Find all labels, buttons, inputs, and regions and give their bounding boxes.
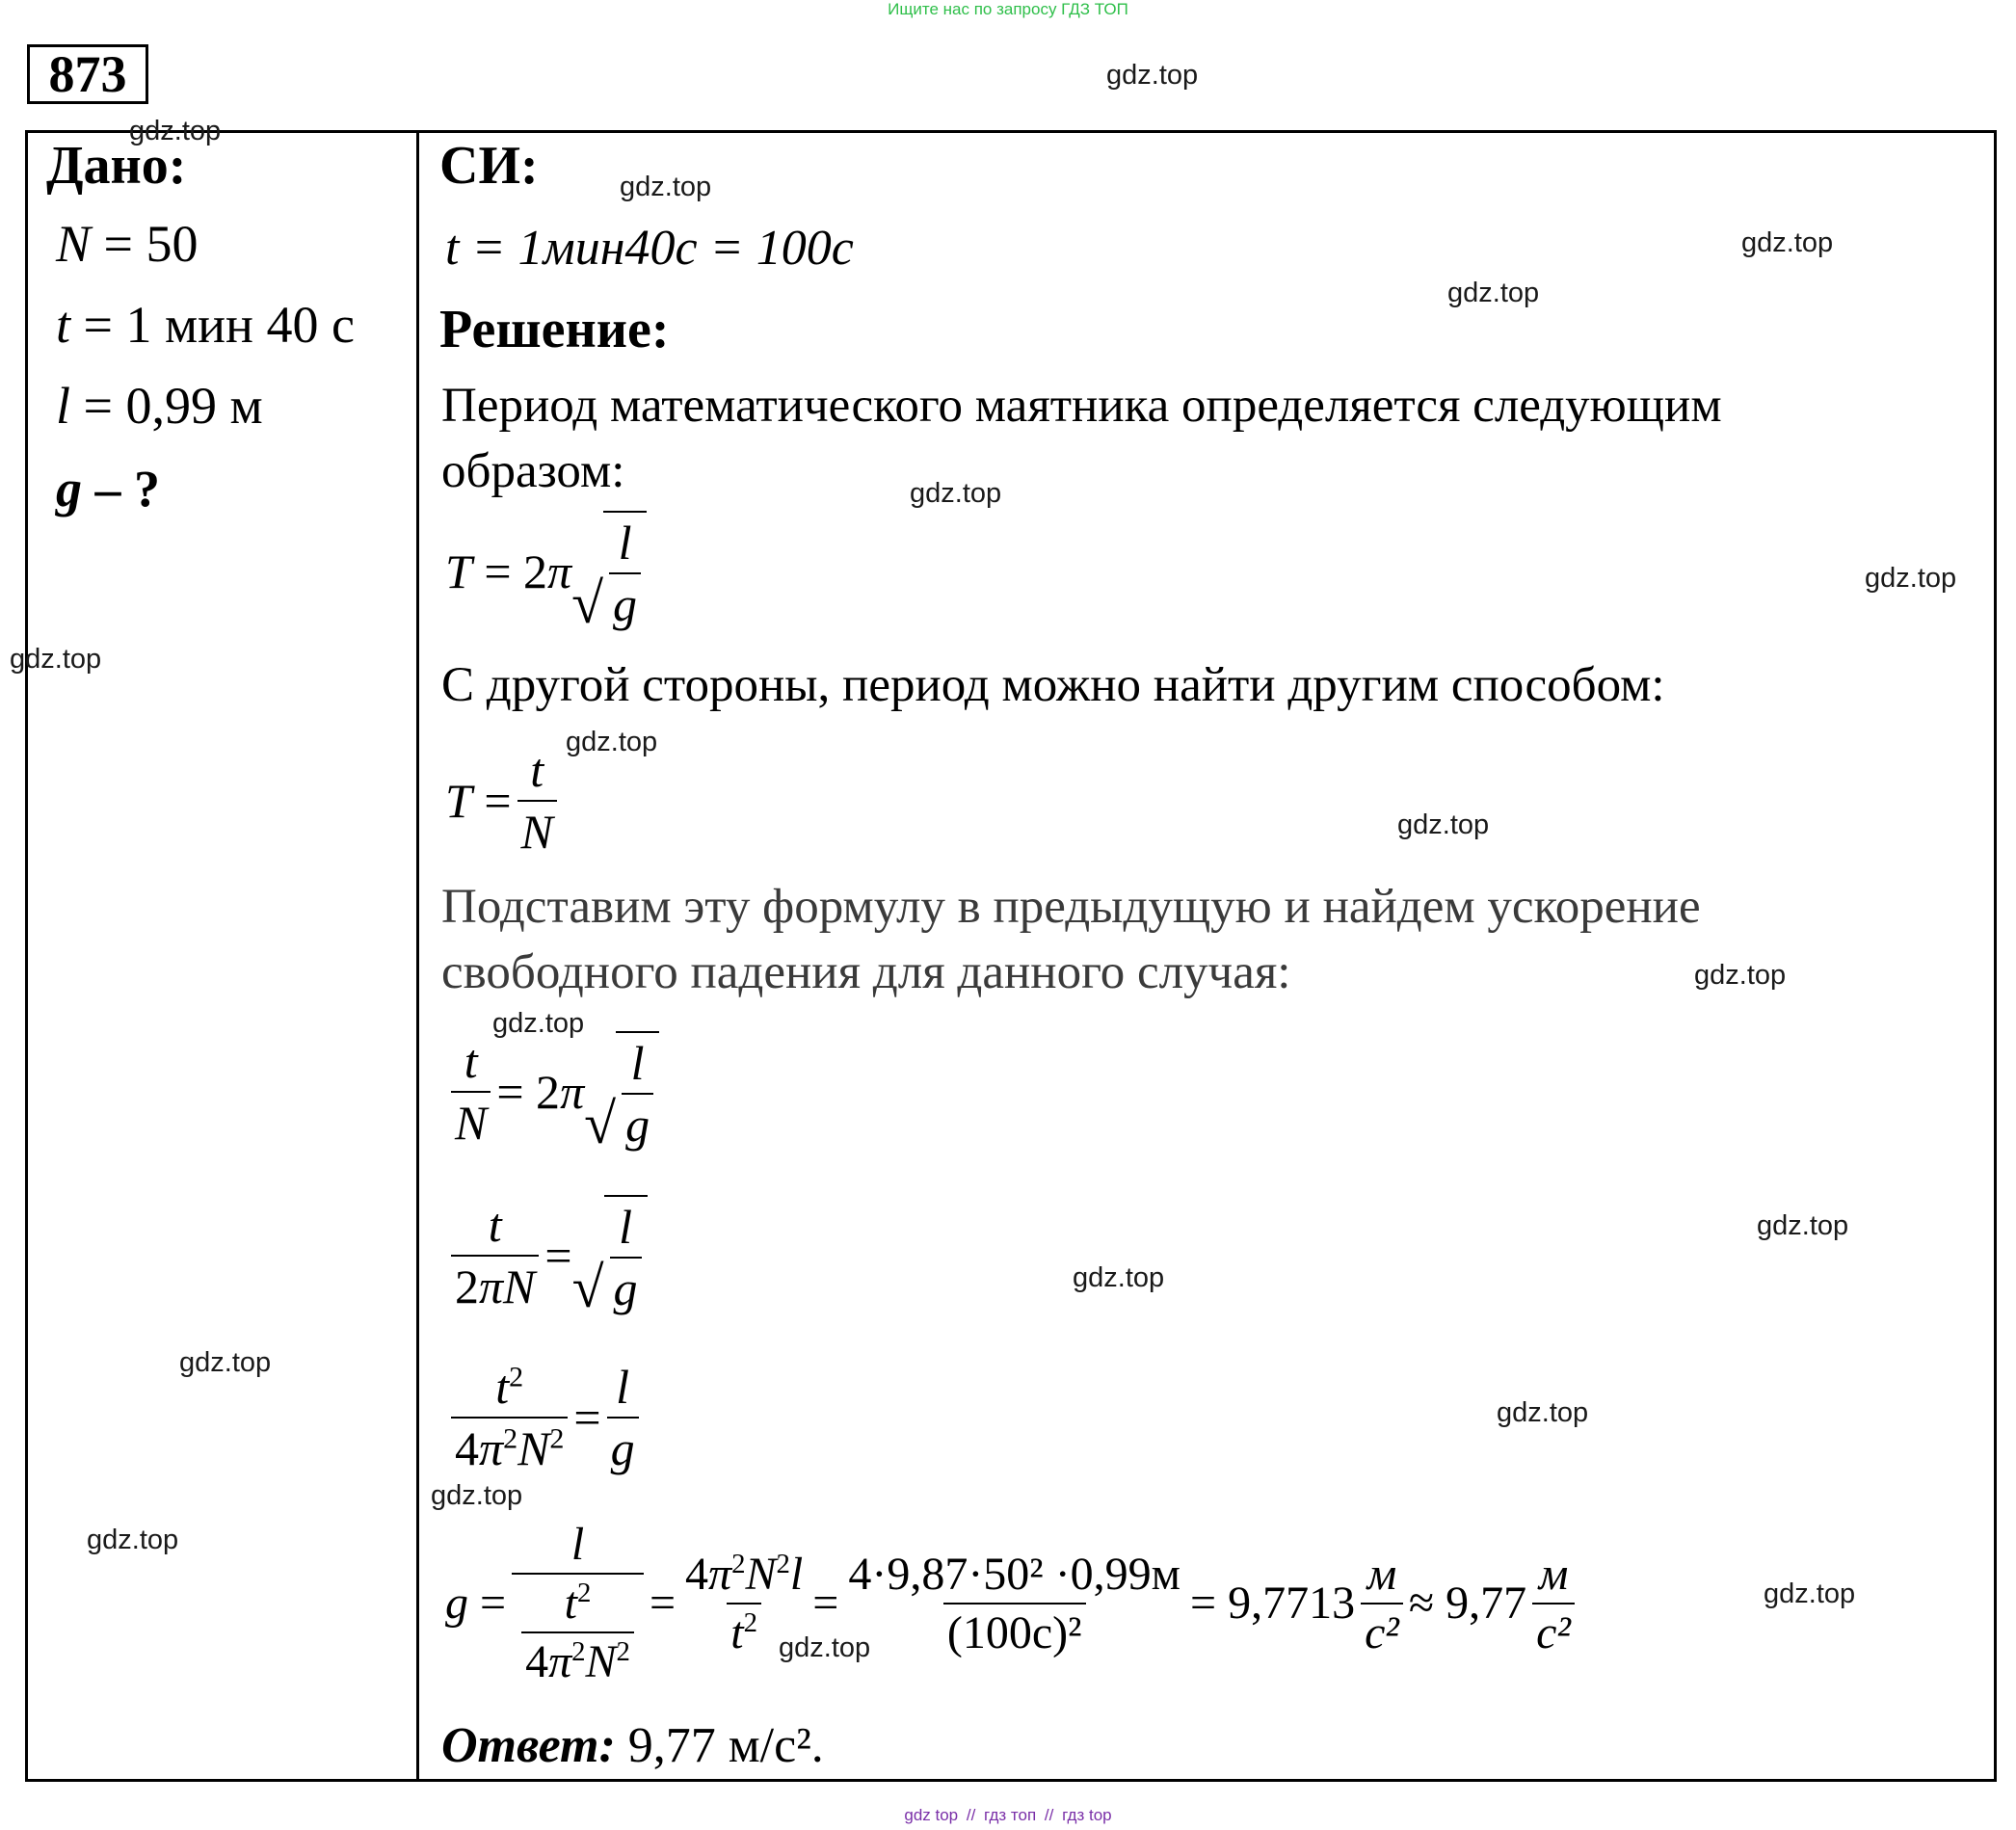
top-banner-text: Ищите нас по запросу ГДЗ ТОП — [888, 0, 1128, 18]
final-calc-numerator: 4·9,87·50² ·0,99м — [848, 1548, 1181, 1600]
paragraph-3-line-2: свободного падения для данного случая: — [441, 945, 1291, 999]
given-t — [56, 295, 355, 355]
bottom-banner — [0, 1806, 2016, 1825]
watermark: gdz.top — [1497, 1397, 1589, 1428]
unit-den-2: с² — [1536, 1606, 1571, 1658]
watermark: gdz.top — [620, 172, 712, 202]
final-calc-denominator: (100с)² — [943, 1603, 1086, 1659]
given-g — [56, 459, 160, 518]
given-t-value: = 1 мин 40 с — [83, 296, 355, 354]
watermark: gdz.top — [129, 116, 222, 146]
given-n-value: = 50 — [103, 215, 199, 273]
watermark: gdz.top — [566, 727, 658, 757]
paragraph-2: С другой стороны, период можно найти другим способом: — [441, 658, 1665, 712]
watermark: gdz.top — [1106, 60, 1199, 91]
bottom-banner-link-3[interactable]: гдз top — [1062, 1806, 1112, 1824]
answer-value: 9,77 м/с². — [627, 1718, 824, 1773]
result-approx: ≈ 9,77 — [1408, 1578, 1527, 1629]
column-divider — [416, 130, 419, 1782]
paragraph-3-line-1: Подставим эту формулу в предыдущую и найдем ускорение — [441, 880, 1701, 934]
watermark: gdz.top — [10, 644, 102, 675]
given-heading: Дано: — [46, 136, 187, 196]
given-l-var: l — [56, 377, 71, 435]
watermark: gdz.top — [1694, 960, 1787, 991]
watermark: gdz.top — [1865, 563, 1957, 594]
watermark: gdz.top — [1447, 278, 1540, 308]
si-conversion: t = 1мин40с = 100с — [445, 221, 854, 276]
watermark: gdz.top — [1757, 1210, 1849, 1241]
top-banner — [0, 0, 2016, 19]
watermark: gdz.top — [1764, 1578, 1856, 1609]
watermark: gdz.top — [1741, 227, 1834, 258]
bottom-banner-separator: // — [1044, 1806, 1054, 1824]
si-heading: СИ: — [439, 136, 539, 196]
given-l — [56, 376, 263, 436]
watermark: gdz.top — [87, 1525, 179, 1555]
formula-step-1: $\frac{t}{N}$ = 2 π √ $\frac{l}{g}$ — [445, 1031, 659, 1153]
given-g-value: – ? — [94, 460, 160, 517]
paragraph-1-line-1: Период математического маятника определяется следующим — [441, 379, 1722, 433]
given-n-var: N — [56, 215, 92, 273]
formula-period-pendulum: T = 2 π √ $\frac{l}{g}$ — [445, 511, 647, 632]
given-l-value: = 0,99 м — [83, 377, 263, 435]
given-n — [56, 214, 199, 274]
bottom-banner-link-2[interactable]: гдз топ — [984, 1806, 1037, 1824]
result-exact: = 9,7713 — [1190, 1578, 1356, 1629]
formula-period-count: T = $\frac{t}{N}$ — [445, 742, 563, 860]
formula-final: g = $\frac{l}{\frac{t^2}{4\pi^2N^2}}$ = $\frac{4\pi^2N^2l}{t^2}$ = $\frac{\text{4·9,87·50² ·0,99м}}{\text{(100с)²}}$ = 9,7713 $\frac{м}{\text{с²}}$ ≈ 9,77 $\frac{м}{\text{с²}}$ — [445, 1518, 1580, 1688]
bottom-banner-link-1[interactable]: gdz top — [904, 1806, 959, 1824]
watermark: gdz.top — [1073, 1262, 1165, 1293]
bottom-banner-separator: // — [966, 1806, 976, 1824]
watermark: gdz.top — [431, 1480, 523, 1511]
formula-step-2: $\frac{t}{2\pi N}$ = √ $\frac{l}{g}$ — [445, 1195, 648, 1316]
watermark: gdz.top — [1397, 809, 1490, 840]
unit-den-1: с² — [1365, 1606, 1399, 1658]
watermark: gdz.top — [779, 1632, 871, 1663]
given-t-var: t — [56, 296, 71, 354]
solution-heading: Решение: — [439, 300, 670, 359]
answer — [441, 1717, 824, 1774]
answer-label: Ответ: — [441, 1718, 616, 1773]
unit-num-2: м — [1538, 1548, 1569, 1600]
unit-num-1: м — [1366, 1548, 1397, 1600]
watermark: gdz.top — [492, 1008, 585, 1039]
formula-step-3: $\frac{t^2}{4\pi^2N^2}$ = $\frac{l}{g}$ — [445, 1359, 645, 1476]
watermark: gdz.top — [910, 478, 1002, 509]
given-g-var: g — [56, 460, 82, 517]
problem-number: 873 — [27, 44, 148, 104]
paragraph-1-line-2: образом: — [441, 444, 625, 498]
watermark: gdz.top — [179, 1347, 272, 1378]
